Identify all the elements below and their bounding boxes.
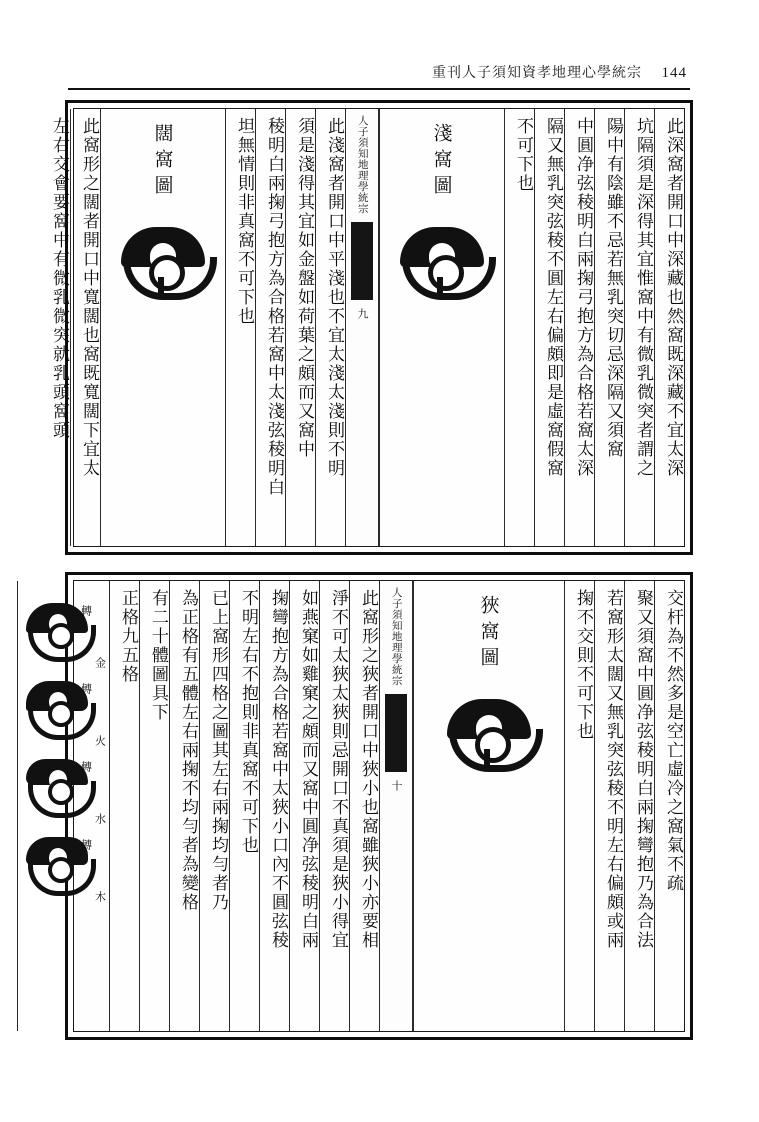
page-number: 144	[661, 65, 687, 81]
mini-label-sub: 火	[93, 735, 107, 747]
band-title: 人子須知地理學統宗	[356, 115, 369, 214]
figure-narrow-label: 狹窩圖	[477, 595, 500, 673]
mini-figure-row	[22, 759, 106, 827]
xue-diagram-narrow	[443, 699, 535, 771]
four-transform-figures	[17, 581, 109, 1031]
running-header	[0, 62, 759, 82]
band-title: 人子須知地理學統宗	[390, 587, 403, 686]
text-column: 有二十體圖具下	[139, 581, 169, 1031]
figure-narrow-cell	[413, 581, 564, 1031]
text-column: 為正格有五體左右兩掬不均勻者為變格	[169, 581, 199, 1031]
text-column: 隔又無乳突弦稜不圓左右偏頗即是虛窩假窩	[534, 109, 564, 546]
band-folio: 九	[356, 308, 369, 319]
figure-wide-cell	[100, 109, 225, 546]
text-column: 此窩形之狹者開口中狹小也窩雖狹小亦要相	[349, 581, 379, 1031]
band-blot	[351, 222, 373, 300]
figure-wide-label: 闊窩圖	[151, 123, 174, 201]
text-column: 須是淺得其宜如金盤如荷葉之頗而又窩中	[285, 109, 315, 546]
text-column: 掬彎抱方為合格若窩中太狹小口內不圓弦稜	[259, 581, 289, 1031]
plate-bottom	[65, 572, 693, 1040]
figure-shallow-cell	[379, 109, 504, 546]
text-column: 淨不可太狹太狹則忌開口不真須是狹小得宜	[319, 581, 349, 1031]
xue-diagram-wide	[117, 227, 209, 299]
mini-figure-row	[22, 603, 106, 671]
text-column: 不明左右不抱則非真窩不可下也	[229, 581, 259, 1031]
mini-label-main: 轉	[79, 605, 93, 616]
mini-label-sub: 水	[93, 813, 107, 825]
text-column: 此淺窩者開口中平淺也不宜太淺太淺則不明	[315, 109, 345, 546]
grade-label-column: 正格九五格	[109, 581, 139, 1031]
text-column: 此深窩者開口中深藏也然窩既深藏不宜太深	[654, 109, 684, 546]
book-title: 重刊人子須知資孝地理心學統宗	[432, 65, 643, 81]
xue-diagram-shallow	[396, 227, 488, 299]
text-column: 左右交會要窩中有微乳微突就乳頭窩頭	[49, 117, 69, 440]
mini-label-sub: 金	[93, 657, 107, 669]
text-column: 如燕窠如雞窠之頗而又窩中圓净弦稜明白兩	[289, 581, 319, 1031]
band-blot	[385, 694, 407, 772]
text-column: 坦無情則非真窩不可下也	[225, 109, 255, 546]
mini-label-main: 轉	[79, 839, 93, 850]
mini-figure-row	[22, 681, 106, 749]
text-column: 坑隔須是深得其宜惟窩中有微乳微突者謂之	[624, 109, 654, 546]
plate-top-inner	[49, 108, 685, 547]
text-column: 已上窩形四格之圖其左右兩掬均勻者乃	[199, 581, 229, 1031]
text-column: 稜明白兩掬弓抱方為合格若窩中太淺弦稜明白	[255, 109, 285, 546]
mini-label-sub: 木	[93, 891, 107, 903]
center-band-bottom	[379, 581, 413, 1031]
band-folio: 十	[390, 780, 403, 791]
plate-top	[49, 100, 693, 555]
center-band-top	[345, 109, 379, 546]
text-column: 聚又須窩中圓净弦稜明白兩掬彎抱乃為合法	[624, 581, 654, 1031]
plate-bottom-inner	[73, 580, 685, 1032]
mini-label-main: 轉	[79, 683, 93, 694]
text-column: 不可下也	[504, 109, 534, 546]
text-column: 若窩形太闊又無乳突弦稜不明左右偏頗或兩	[594, 581, 624, 1031]
header-divider	[68, 88, 690, 90]
mini-figure-row	[22, 837, 106, 905]
figure-shallow-label: 淺窩圖	[430, 123, 453, 201]
mini-label-main: 轉	[79, 761, 93, 772]
text-column: 交杆為不然多是空亡虛冷之窩氣不疏	[654, 581, 684, 1031]
text-column: 陽中有陰雖不忌若無乳突切忌深隔又須窩	[594, 109, 624, 546]
text-column: 中圓净弦稜明白兩掬弓抱方為合格若窩太深	[564, 109, 594, 546]
text-column: 此窩形之闊者開口中寬闊也窩既寬闊下宜太	[70, 109, 100, 546]
text-column: 掬不交則不可下也	[564, 581, 594, 1031]
